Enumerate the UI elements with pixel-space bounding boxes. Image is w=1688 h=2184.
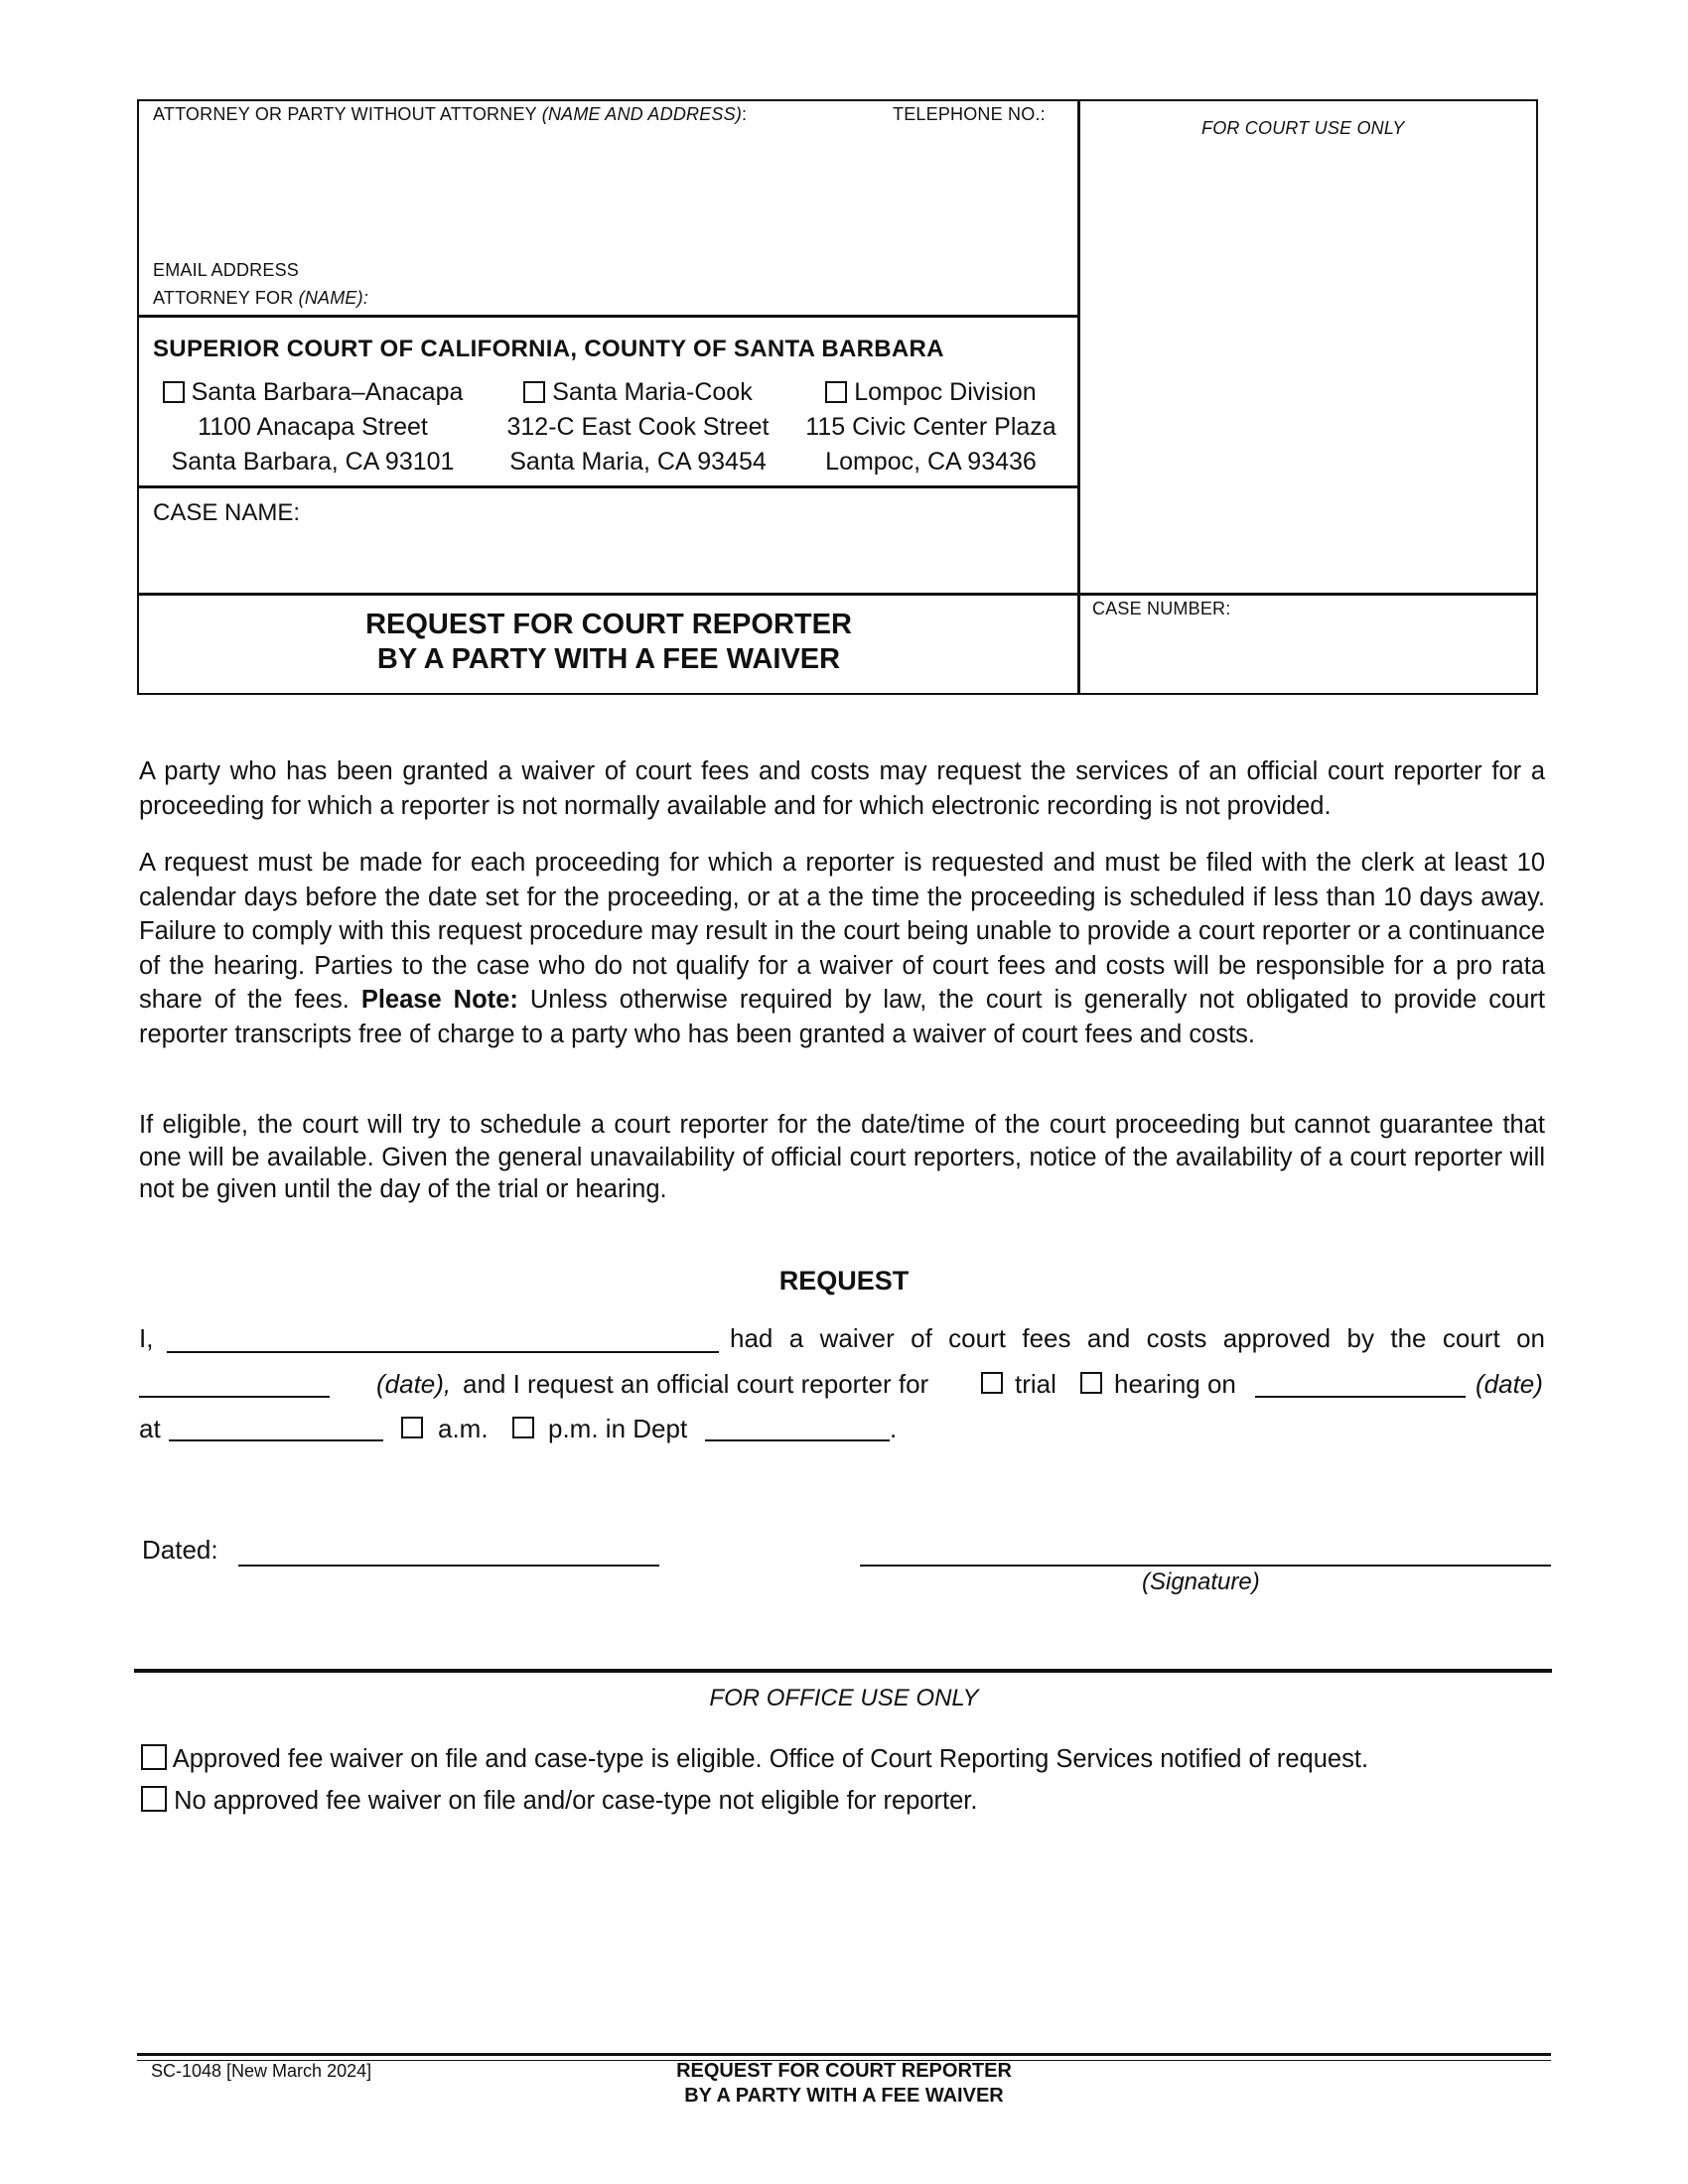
division-lompoc: Lompoc Division 115 Civic Center Plaza Lompoc, CA 93436 [805,378,1056,476]
request-line2-text: and I request an official court reporter for [463,1369,929,1399]
case-name-label: CASE NAME: [153,499,301,526]
division-santa-maria: Santa Maria-Cook 312-C East Cook Street Santa Maria, CA 93454 [506,378,770,476]
not-approved-checkbox[interactable] [141,1786,167,1812]
footer-title: REQUEST FOR COURT REPORTER BY A PARTY WITH A FEE WAIVER [676,2060,1012,2107]
am-label: a.m. [438,1414,489,1443]
office-option-approved: Approved fee waiver on file and case-type is eligible. Office of Court Reporting Services notified of request. [141,1744,1368,1774]
court-use-label: FOR COURT USE ONLY [1201,118,1405,138]
date-label-1: (date), [376,1369,452,1399]
hearing-label: hearing on [1114,1369,1236,1399]
office-use-label: FOR OFFICE USE ONLY [709,1685,979,1711]
footer-form-id: SC-1048 [New March 2024] [151,2061,372,2081]
eligibility-paragraph: If eligible, the court will try to schedule a court reporter for the date/time of the court proceeding but cannot guarantee that one will be available. Given the general unavailability of official court reporters, notice of the availability of a court reporter will not be given until the day of the trial or hearing. [139,1111,1545,1203]
signature-input[interactable] [860,1565,1551,1567]
telephone-label: TELEPHONE NO.: [893,104,1046,124]
division-anacapa-checkbox[interactable] [163,381,185,403]
division-lompoc-checkbox[interactable] [825,381,847,403]
name-input[interactable] [167,1351,719,1353]
hearing-checkbox[interactable] [1080,1372,1102,1394]
request-heading: REQUEST [778,1266,910,1296]
trial-label: trial [1015,1369,1056,1399]
at-label: at [139,1414,161,1443]
trial-checkbox[interactable] [981,1372,1003,1394]
dept-input[interactable] [705,1439,890,1441]
pm-checkbox[interactable] [512,1417,534,1438]
time-input[interactable] [169,1439,383,1441]
attorney-for-label: ATTORNEY FOR (NAME): [153,288,369,308]
approved-checkbox[interactable] [141,1744,167,1770]
date-label-2: (date) [1476,1369,1543,1399]
am-checkbox[interactable] [401,1417,423,1438]
pm-dept-label: p.m. in Dept [548,1414,688,1443]
case-number-label: CASE NUMBER: [1092,599,1231,618]
form-title: REQUEST FOR COURT REPORTER BY A PARTY WITH A FEE WAIVER [365,609,852,675]
approval-date-input[interactable] [139,1396,330,1398]
dated-label: Dated: [142,1535,218,1565]
request-line1-text: had a waiver of court fees and costs approved by the court on [730,1323,1545,1353]
court-use-box [1077,99,1538,596]
attorney-input-area[interactable] [151,134,1064,253]
period: . [890,1414,898,1443]
email-label: EMAIL ADDRESS [153,260,299,280]
hearing-date-input[interactable] [1255,1396,1466,1398]
division-santa-maria-checkbox[interactable] [523,381,545,403]
case-name-input[interactable] [298,496,1062,586]
request-i-label: I, [139,1323,154,1353]
office-divider [134,1669,1552,1673]
signature-label: (Signature) [1142,1569,1260,1595]
attorney-label: ATTORNEY OR PARTY WITHOUT ATTORNEY (NAME AND ADDRESS): [153,104,748,124]
division-anacapa: Santa Barbara–Anacapa 1100 Anacapa Street Santa Barbara, CA 93101 [159,375,467,479]
dated-input[interactable] [238,1565,659,1567]
intro-paragraph: A party who has been granted a waiver of court fees and costs may request the services of an official court reporter for a proceeding for which a reporter is not normally available and for which electronic recording is not provided. [139,757,1545,820]
footer-rule-thick [137,2053,1551,2056]
case-number-input[interactable] [1092,625,1519,685]
court-title: SUPERIOR COURT OF CALIFORNIA, COUNTY OF SANTA BARBARA [153,336,944,362]
office-option-not-approved: No approved fee waiver on file and/or case-type not eligible for reporter. [141,1786,977,1816]
procedure-paragraph: A request must be made for each proceeding for which a reporter is requested and must be filed with the clerk at least 10 calendar days before the date set for the proceeding, or at a the time the proceeding is scheduled if less than 10 days away. Failure to comply with this request procedure may result in the court being unable to provide a court reporter or a continuance of the hearing. Parties to the case who do not qualify for a waiver of court fees and costs will be responsible for a pro rata share of the fees. Please Note: Unless otherwise required by law, the court is generally not obligated to provide court reporter transcripts free of charge to a party who has been granted a waiver of court fees and costs. [139,849,1545,1048]
